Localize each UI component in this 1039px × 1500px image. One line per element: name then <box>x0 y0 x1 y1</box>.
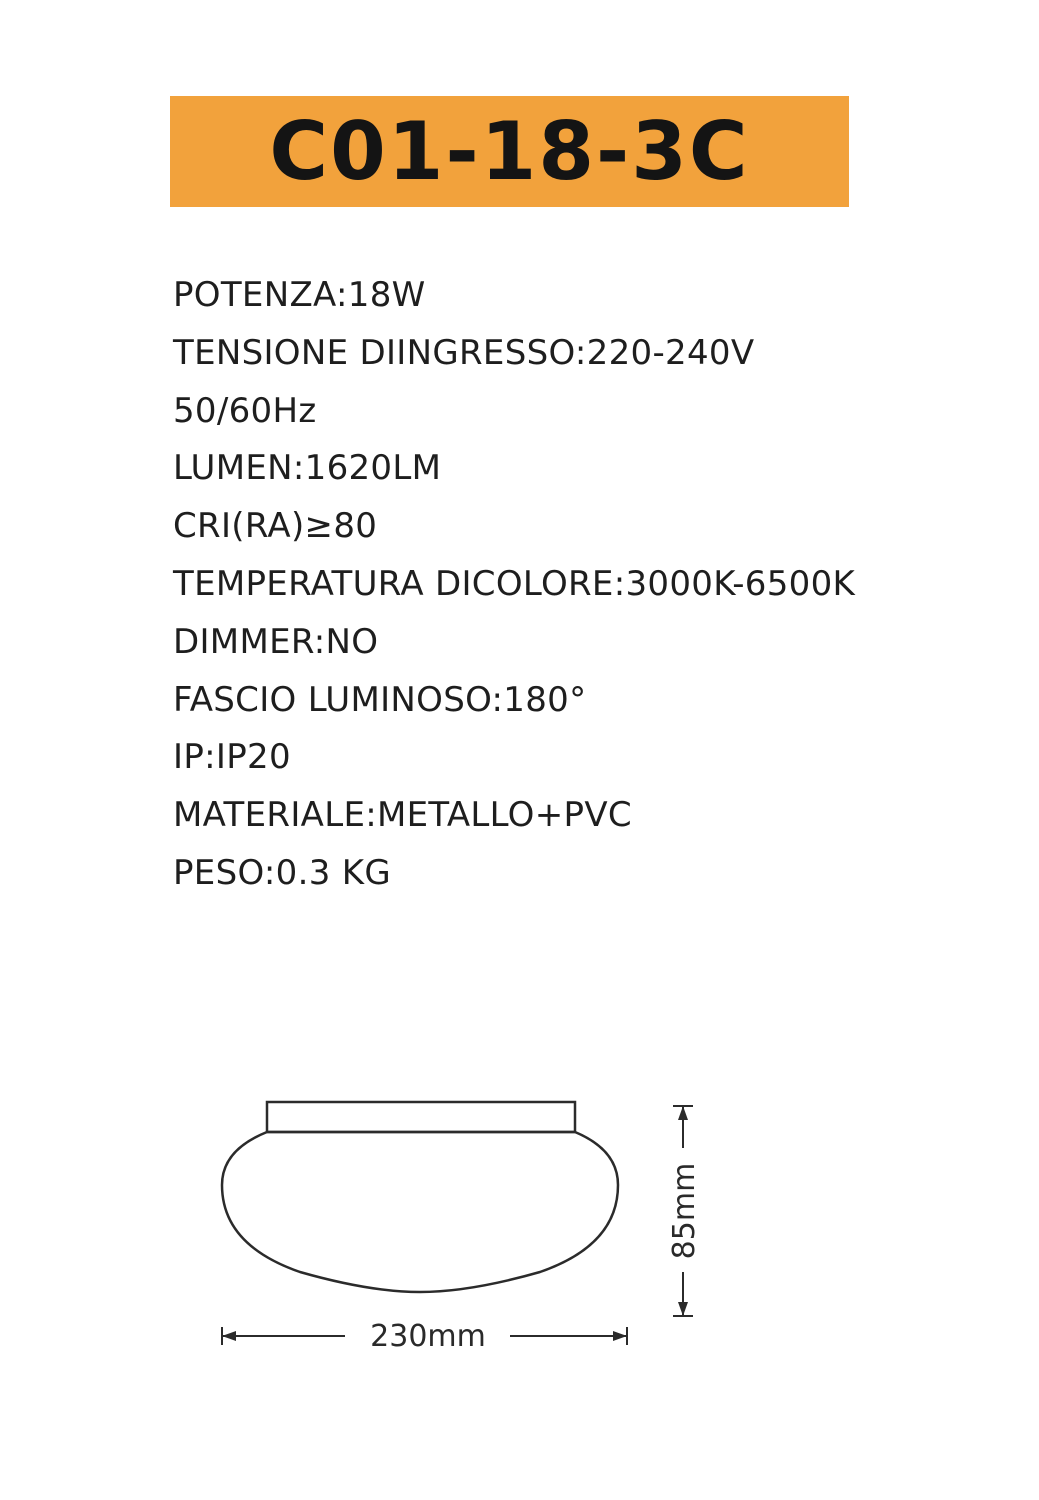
height-label: 85mm <box>667 1162 702 1260</box>
spec-frequency: 50/60Hz <box>173 390 317 431</box>
model-title: C01-18-3C <box>269 104 750 198</box>
spec-input-voltage: TENSIONE DIINGRESSO:220-240V <box>173 332 755 373</box>
height-dimension <box>667 1106 702 1316</box>
spec-weight: PESO:0.3 KG <box>173 852 392 893</box>
width-dimension <box>222 1319 627 1354</box>
spec-color-temperature: TEMPERATURA DICOLORE:3000K-6500K <box>173 563 856 604</box>
spec-power: POTENZA:18W <box>173 275 426 315</box>
lamp-base-outline <box>267 1102 575 1132</box>
spec-beam-angle: FASCIO LUMINOSO:180° <box>173 679 587 720</box>
lamp-diffuser-outline <box>222 1132 618 1292</box>
spec-lumen: LUMEN:1620LM <box>173 448 442 489</box>
spec-material: MATERIALE:METALLO+PVC <box>173 795 632 836</box>
spec-ip-rating: IP:IP20 <box>173 737 291 778</box>
spec-cri: CRI(RA)≥80 <box>173 506 378 547</box>
width-label: 230mm <box>370 1319 486 1354</box>
spec-dimmer: DIMMER:NO <box>173 621 379 662</box>
